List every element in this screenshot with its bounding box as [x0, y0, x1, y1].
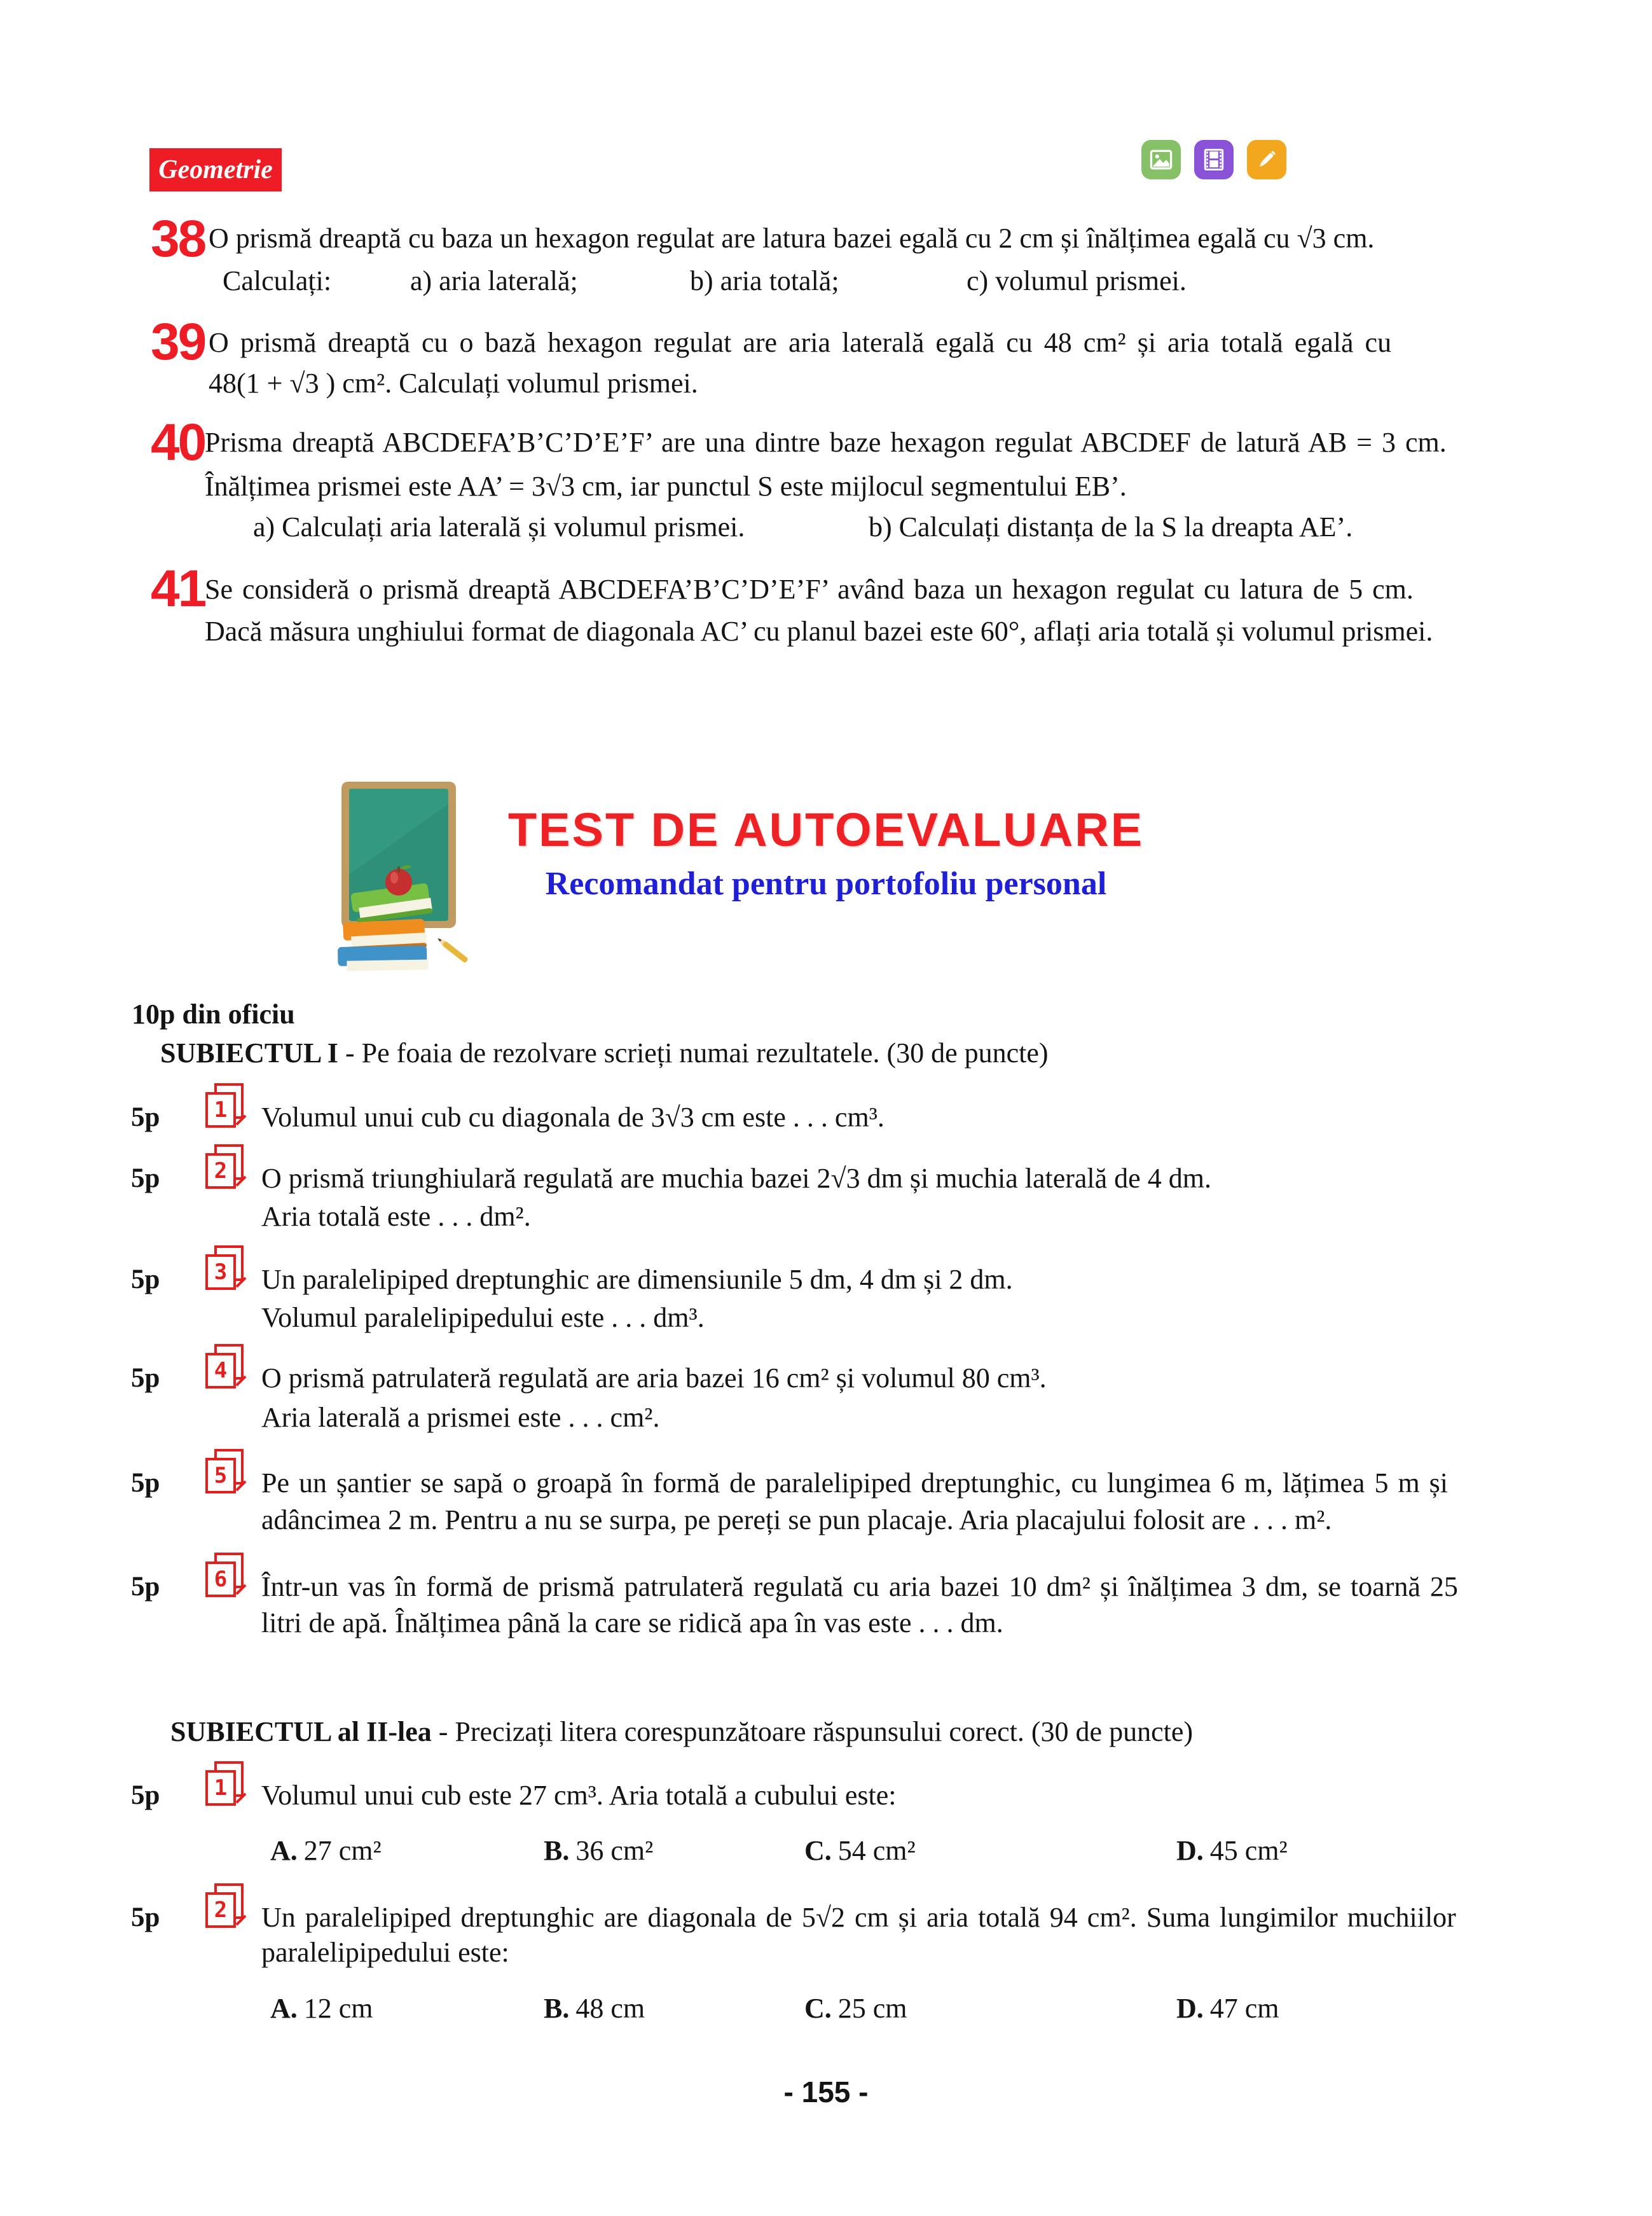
problem-part: Calculați:: [223, 265, 332, 296]
pencil-icon[interactable]: [1247, 140, 1286, 179]
item-number-cube: 5: [205, 1449, 246, 1493]
item-text: litri de apă. Înălțimea până la care se ridică apa în vas este . . . dm.: [261, 1607, 1003, 1638]
bonus-points: 10p din oficiu: [132, 999, 295, 1030]
problem-text: 48(1 + √3 ) cm². Calculați volumul prismei.: [209, 368, 698, 399]
item-text: O prismă patrulateră regulată are aria bazei 16 cm² și volumul 80 cm³.: [261, 1362, 1047, 1394]
points-label: 5p: [131, 1572, 160, 1602]
subject1-instructions: - Pe foaia de rezolvare scrieți numai rezultatele. (30 de puncte): [345, 1037, 1049, 1069]
item-number-cube: 1: [205, 1761, 246, 1806]
item-text: Volumul unui cub cu diagonala de 3√3 cm este . . . cm³.: [261, 1102, 885, 1133]
points-label: 5p: [131, 1780, 160, 1810]
problem-text: Înălțimea prismei este AA’ = 3√3 cm, iar punctul S este mijlocul segmentului EB’.: [205, 471, 1127, 502]
test-subtitle: Recomandat pentru portofoliu personal: [545, 866, 1107, 902]
film-icon-glyph: [1200, 146, 1228, 174]
choice-d[interactable]: D. 47 cm: [1176, 1993, 1279, 2024]
item-text: Un paralelipiped dreptunghic are dimensiunile 5 dm, 4 dm și 2 dm.: [261, 1264, 1013, 1295]
problem-text: Prisma dreaptă ABCDEFA’B’C’D’E’F’ are una dintre baze hexagon regulat ABCDEF de latură AB = 3 cm.: [205, 427, 1447, 458]
choice-a[interactable]: A. 27 cm²: [270, 1835, 382, 1866]
item-text: Pe un șantier se sapă o groapă în formă de paralelipiped dreptunghic, cu lungimea 6 m, lățimea 5 m și: [261, 1467, 1449, 1499]
item-number-cube: 4: [205, 1344, 246, 1388]
points-label: 5p: [131, 1902, 160, 1932]
item-text: O prismă triunghiulară regulată are muchia bazei 2√3 dm și muchia laterală de 4 dm.: [261, 1163, 1211, 1194]
subject2-title: SUBIECTUL al II-lea: [170, 1716, 432, 1747]
item-text: Un paralelipiped dreptunghic are diagonala de 5√2 cm și aria totală 94 cm². Suma lungimilor muchiilor: [261, 1902, 1456, 1933]
choice-d[interactable]: D. 45 cm²: [1176, 1835, 1288, 1866]
problem-part: a) aria laterală;: [410, 265, 578, 296]
chapter-badge: Geometrie: [149, 148, 282, 191]
pencil-icon-glyph: [1253, 146, 1281, 174]
choice-c[interactable]: C. 54 cm²: [804, 1835, 916, 1866]
item-text: Aria laterală a prismei este . . . cm².: [261, 1402, 660, 1433]
problem-number: 40: [151, 413, 205, 471]
problem-number: 38: [151, 210, 205, 268]
problem-number: 41: [151, 560, 205, 618]
problem-part: a) Calculați aria laterală și volumul prismei.: [253, 511, 745, 543]
test-title: TEST DE AUTOEVALUARE: [507, 803, 1145, 856]
image-icon-glyph: [1147, 146, 1175, 174]
item-text: Aria totală este . . . dm².: [261, 1201, 531, 1232]
problem-part: b) aria totală;: [690, 265, 839, 296]
choice-c[interactable]: C. 25 cm: [804, 1993, 907, 2024]
subject2-heading: [170, 1712, 1193, 1752]
problem-part: c) volumul prismei.: [967, 265, 1187, 296]
problem-number: 39: [151, 313, 205, 371]
choice-b[interactable]: B. 36 cm²: [544, 1835, 654, 1866]
item-number-cube: 1: [205, 1083, 246, 1128]
item-text: adâncimea 2 m. Pentru a nu se surpa, pe pereți se pun placaje. Aria placajului folosit are . . . m².: [261, 1504, 1332, 1535]
item-text: Într-un vas în formă de prismă patrulateră regulată cu aria bazei 10 dm² și înălțimea 3 dm, se toarnă 25: [261, 1571, 1458, 1602]
problem-text: Se consideră o prismă dreaptă ABCDEFA’B’C’D’E’F’ având baza un hexagon regulat cu latura de 5 cm.: [205, 574, 1414, 605]
item-text: paralelipipedului este:: [261, 1937, 509, 1968]
choice-a[interactable]: A. 12 cm: [270, 1993, 373, 2024]
problem-part: b) Calculați distanța de la S la dreapta AE’.: [869, 511, 1353, 543]
problem-text: O prismă dreaptă cu baza un hexagon regulat are latura bazei egală cu 2 cm și înălțimea egală cu √3 cm.: [209, 223, 1375, 254]
points-label: 5p: [131, 1363, 160, 1393]
item-number-cube: 2: [205, 1144, 246, 1189]
item-number-cube: 2: [205, 1883, 246, 1928]
item-text: Volumul paralelipipedului este . . . dm³.: [261, 1302, 705, 1333]
media-toolbar: [1141, 140, 1286, 179]
subject2-instructions: - Precizați litera corespunzătoare răspunsului corect. (30 de puncte): [438, 1716, 1194, 1747]
problem-text: O prismă dreaptă cu o bază hexagon regulat are aria laterală egală cu 48 cm² și aria totală egală cu: [209, 327, 1392, 358]
problem-text: Dacă măsura unghiului format de diagonala AC’ cu planul bazei este 60°, aflați aria totală și volumul prismei.: [205, 616, 1433, 647]
points-label: 5p: [131, 1264, 160, 1294]
page-number: - 155 -: [783, 2075, 869, 2109]
points-label: 5p: [131, 1163, 160, 1193]
choice-b[interactable]: B. 48 cm: [544, 1993, 645, 2024]
subject1-heading: [160, 1033, 1049, 1074]
points-label: 5p: [131, 1468, 160, 1498]
item-number-cube: 6: [205, 1553, 246, 1597]
subject1-title: SUBIECTUL I: [160, 1037, 339, 1069]
points-label: 5p: [131, 1102, 160, 1132]
item-number-cube: 3: [205, 1245, 246, 1290]
image-icon[interactable]: [1141, 140, 1181, 179]
film-icon[interactable]: [1194, 140, 1234, 179]
item-text: Volumul unui cub este 27 cm³. Aria totală a cubului este:: [261, 1780, 897, 1811]
